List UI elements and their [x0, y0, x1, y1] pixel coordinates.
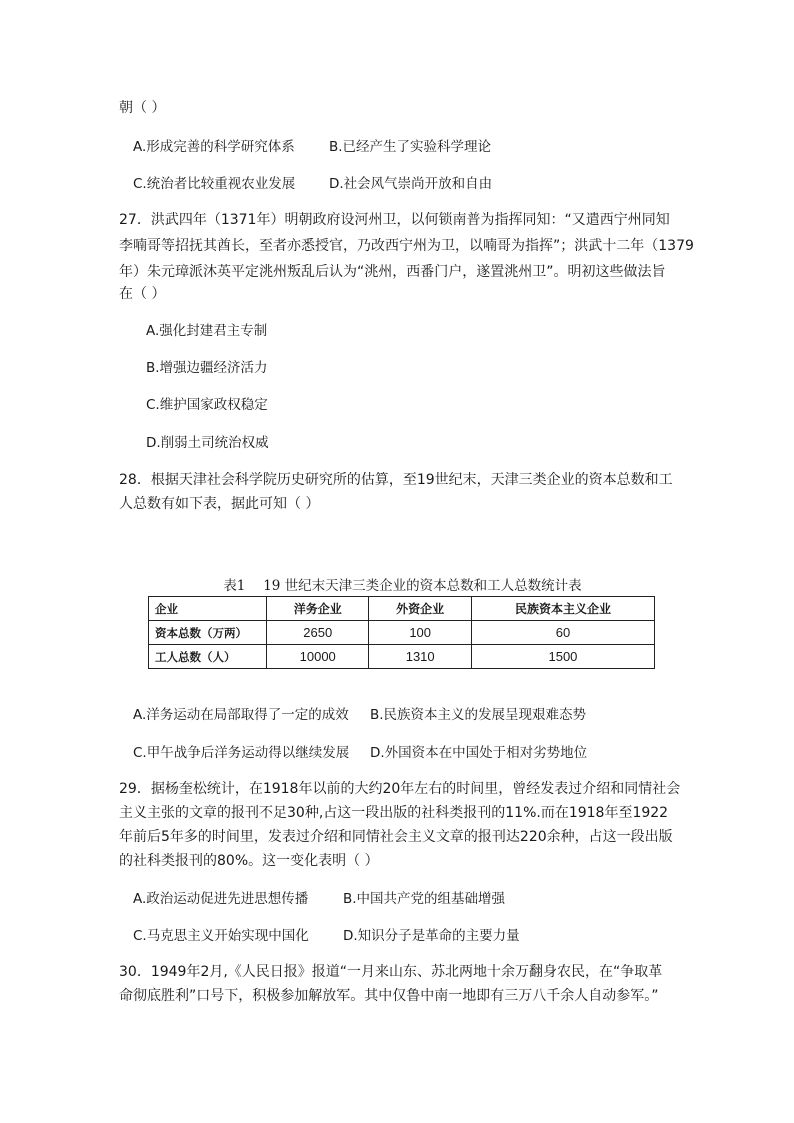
table-header-enterprise: 企业	[149, 597, 267, 621]
q29-option-b: B.中国共产党的组基础增强	[343, 891, 506, 907]
table-cell: 100	[369, 621, 471, 645]
q29-stem-line-4: 的社科类报刊的80%。这一变化表明（ ）	[119, 853, 379, 869]
table-header-westernization: 洋务企业	[267, 597, 369, 621]
q30-stem-line-2: 命彻底胜利”口号下，积极参加解放军。其中仅鲁中南一地即有三万八千余人自动参军。”	[119, 988, 659, 1004]
q27-option-c: C.维护国家政权稳定	[146, 397, 268, 413]
q29-stem-line-2: 主义主张的文章的报刊不足30种,占这一段出版的社科类报刊的11%.而在1918年至1922	[119, 805, 669, 821]
q29-option-a: A.政治运动促进先进思想传播	[133, 891, 309, 907]
table-row-label: 资本总数（万两）	[149, 621, 267, 645]
q29-option-c: C.马克思主义开始实现中国化	[133, 928, 309, 944]
q27-stem-line-2: 李喃哥等招抚其酋长，至者亦悉授官，乃改西宁州为卫，以喃哥为指挥”；洪武十二年（1379	[119, 238, 694, 254]
table-cell: 60	[471, 621, 654, 645]
q29-stem-line-1: 29．据杨奎松统计，在1918年以前的大约20年左右的时间里，曾经发表过介绍和同情社会	[119, 781, 681, 797]
q30-stem-line-1: 30．1949年2月,《人民日报》报道“一月来山东、苏北两地十余万翻身农民，在“争取革	[119, 964, 663, 980]
q26-option-c: C.统治者比较重视农业发展	[133, 176, 296, 192]
q29-option-d: D.知识分子是革命的主要力量	[343, 928, 520, 944]
q26-option-d: D.社会风气崇尚开放和自由	[329, 176, 493, 192]
table-row	[149, 621, 655, 645]
q27-option-a: A.强化封建君主专制	[146, 323, 268, 339]
enterprise-statistics-table	[148, 596, 655, 669]
q27-option-d: D.削弱土司统治权威	[146, 435, 269, 451]
q28-option-c: C.甲午战争后洋务运动得以继续发展	[133, 745, 350, 761]
q28-option-d: D.外国资本在中国处于相对劣势地位	[370, 745, 588, 761]
q27-option-b: B.增强边疆经济活力	[146, 360, 268, 376]
table-cell: 10000	[267, 645, 369, 669]
table-row-label: 工人总数（人）	[149, 645, 267, 669]
q26-option-b: B.已经产生了实验科学理论	[329, 139, 492, 155]
table-cell: 1310	[369, 645, 471, 669]
q27-stem-line-3: 年）朱元璋派沐英平定洮州叛乱后认为“洮州，西番门户，遂置洮州卫”。明初这些做法旨	[119, 264, 666, 280]
q27-stem-line-1: 27．洪武四年（1371年）明朝政府设河州卫，以何锁南普为指挥同知：“又遣西宁州同知	[119, 212, 670, 228]
q27-stem-line-4: 在（ ）	[119, 286, 166, 302]
q28-stem-line-1: 28．根据天津社会科学院历史研究所的估算，至19世纪末，天津三类企业的资本总数和工	[119, 472, 673, 488]
q28-option-a: A.洋务运动在局部取得了一定的成效	[133, 707, 349, 723]
q26-option-a: A.形成完善的科学研究体系	[133, 139, 295, 155]
table-caption: 表1 19 世纪末天津三类企业的资本总数和工人总数统计表	[223, 578, 582, 594]
q28-stem-line-2: 人总数有如下表，据此可知（ ）	[119, 496, 320, 512]
q28-option-b: B.民族资本主义的发展呈现艰难态势	[370, 707, 587, 723]
table-header-row	[149, 597, 655, 621]
table-cell: 2650	[267, 621, 369, 645]
table-row	[149, 645, 655, 669]
table-header-national-capital: 民族资本主义企业	[471, 597, 654, 621]
q29-stem-line-3: 年前后5年多的时间里，发表过介绍和同情社会主义文章的报刊达220余种，占这一段出版	[119, 829, 673, 845]
table-cell: 1500	[471, 645, 654, 669]
q26-stem-tail: 朝（ ）	[119, 100, 166, 116]
table-header-foreign: 外资企业	[369, 597, 471, 621]
